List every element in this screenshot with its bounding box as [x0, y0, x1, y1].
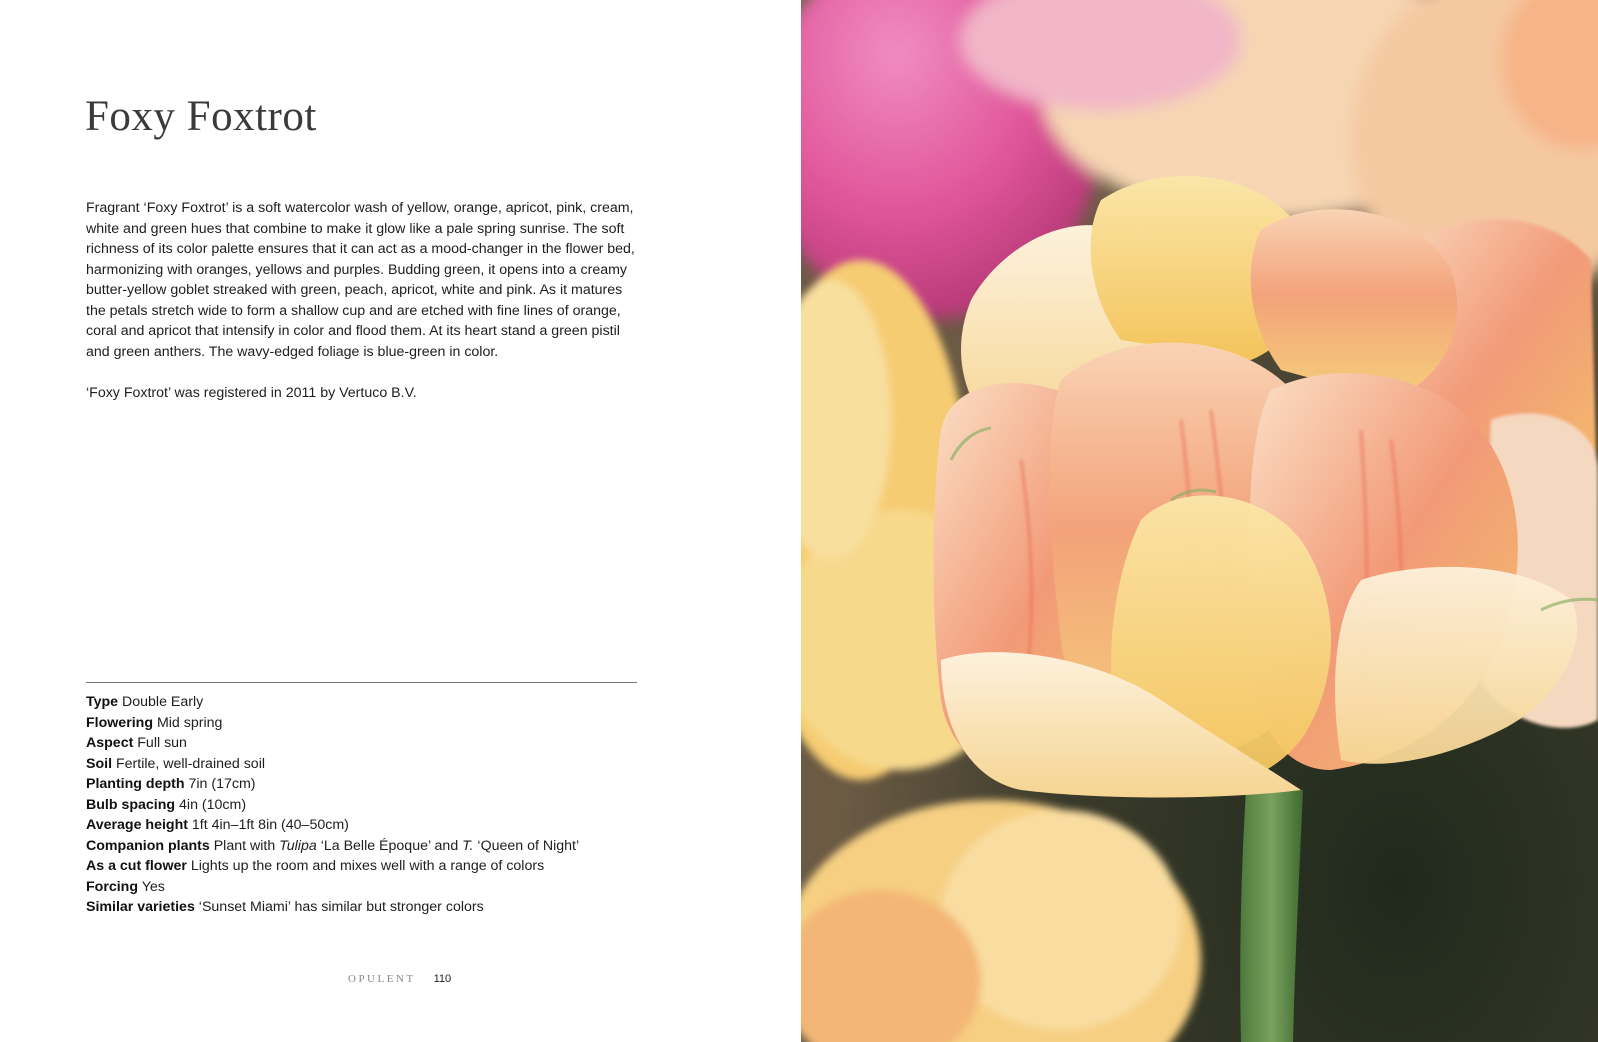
body-text — [86, 198, 638, 403]
spec-value: Full sun — [137, 735, 187, 751]
spec-row-bulb-spacing — [86, 795, 686, 816]
spec-label: Average height — [86, 817, 188, 833]
registration-paragraph: ‘Foxy Foxtrot’ was registered in 2011 by Vertuco B.V. — [86, 384, 417, 401]
spec-row-planting-depth — [86, 774, 686, 795]
spec-label: Forcing — [86, 878, 139, 895]
running-section-name: OPULENT — [348, 973, 416, 985]
tulip-photo — [801, 0, 1598, 1042]
spec-value: Plant with — [213, 837, 280, 854]
spec-value: 1ft 4in–1ft 8in (40–50cm) — [191, 817, 349, 833]
spec-row-soil — [86, 754, 686, 775]
spec-row-average-height — [86, 815, 686, 836]
spec-value-italic: T. — [462, 837, 474, 854]
page-number: 110 — [433, 973, 452, 985]
spec-value: 7in (17cm) — [188, 776, 256, 792]
spec-label: Bulb spacing — [86, 796, 176, 813]
spec-row-forcing — [86, 877, 686, 898]
page-footer — [348, 973, 451, 985]
spec-value: ‘La Belle Époque’ and — [316, 837, 463, 854]
spec-row-aspect — [86, 733, 686, 754]
spec-row-type — [86, 692, 686, 713]
tulip-illustration — [801, 0, 1598, 1042]
spec-label: Aspect — [86, 735, 134, 751]
spec-value: Double Early — [122, 694, 204, 710]
spec-label: Soil — [86, 755, 113, 772]
description-paragraph: Fragrant ‘Foxy Foxtrot’ is a soft watercolor wash of yellow, orange, apricot, pink, cream, white and green hues that combine to make it glow like a pale spring sunrise. The soft richness of its color palette ensures that it can act as a mood-changer in the flower bed, harmonizing with oranges, yellows and purples. Budding green, it opens into a creamy butter-yellow goblet streaked with green, peach, apricot, white and pink. As it matures the petals stretch wide to form a shallow cup and are etched with fine lines of orange, coral and apricot that intensify in color and flood them. At its heart stand a green pistil and green anthers. The wavy-edged foliage is blue-green in color. — [86, 200, 635, 360]
section-divider — [86, 682, 637, 683]
spec-label: Planting depth — [86, 776, 185, 792]
spec-value: ‘Sunset Miami’ has similar but stronger colors — [198, 899, 484, 915]
spec-label: Flowering — [86, 714, 153, 731]
spec-value-italic: Tulipa — [279, 837, 317, 854]
spec-value: Lights up the room and mixes well with a range of colors — [190, 858, 545, 874]
spec-row-flowering — [86, 713, 686, 734]
page-title: Foxy Foxtrot — [85, 93, 317, 140]
spec-label: As a cut flower — [86, 858, 187, 874]
spec-row-cut-flower — [86, 856, 686, 877]
spec-value: ‘Queen of Night’ — [473, 837, 580, 854]
spec-list — [86, 692, 686, 918]
spec-value: 4in (10cm) — [179, 796, 247, 813]
spec-label: Companion plants — [86, 837, 210, 854]
spec-label: Type — [86, 694, 119, 710]
spec-row-similar-varieties — [86, 897, 686, 918]
spec-value: Mid spring — [156, 714, 223, 731]
spec-value: Fertile, well-drained soil — [115, 755, 265, 772]
spec-row-companion-plants — [86, 836, 686, 857]
spec-label: Similar varieties — [86, 899, 195, 915]
spec-value: Yes — [141, 878, 165, 895]
